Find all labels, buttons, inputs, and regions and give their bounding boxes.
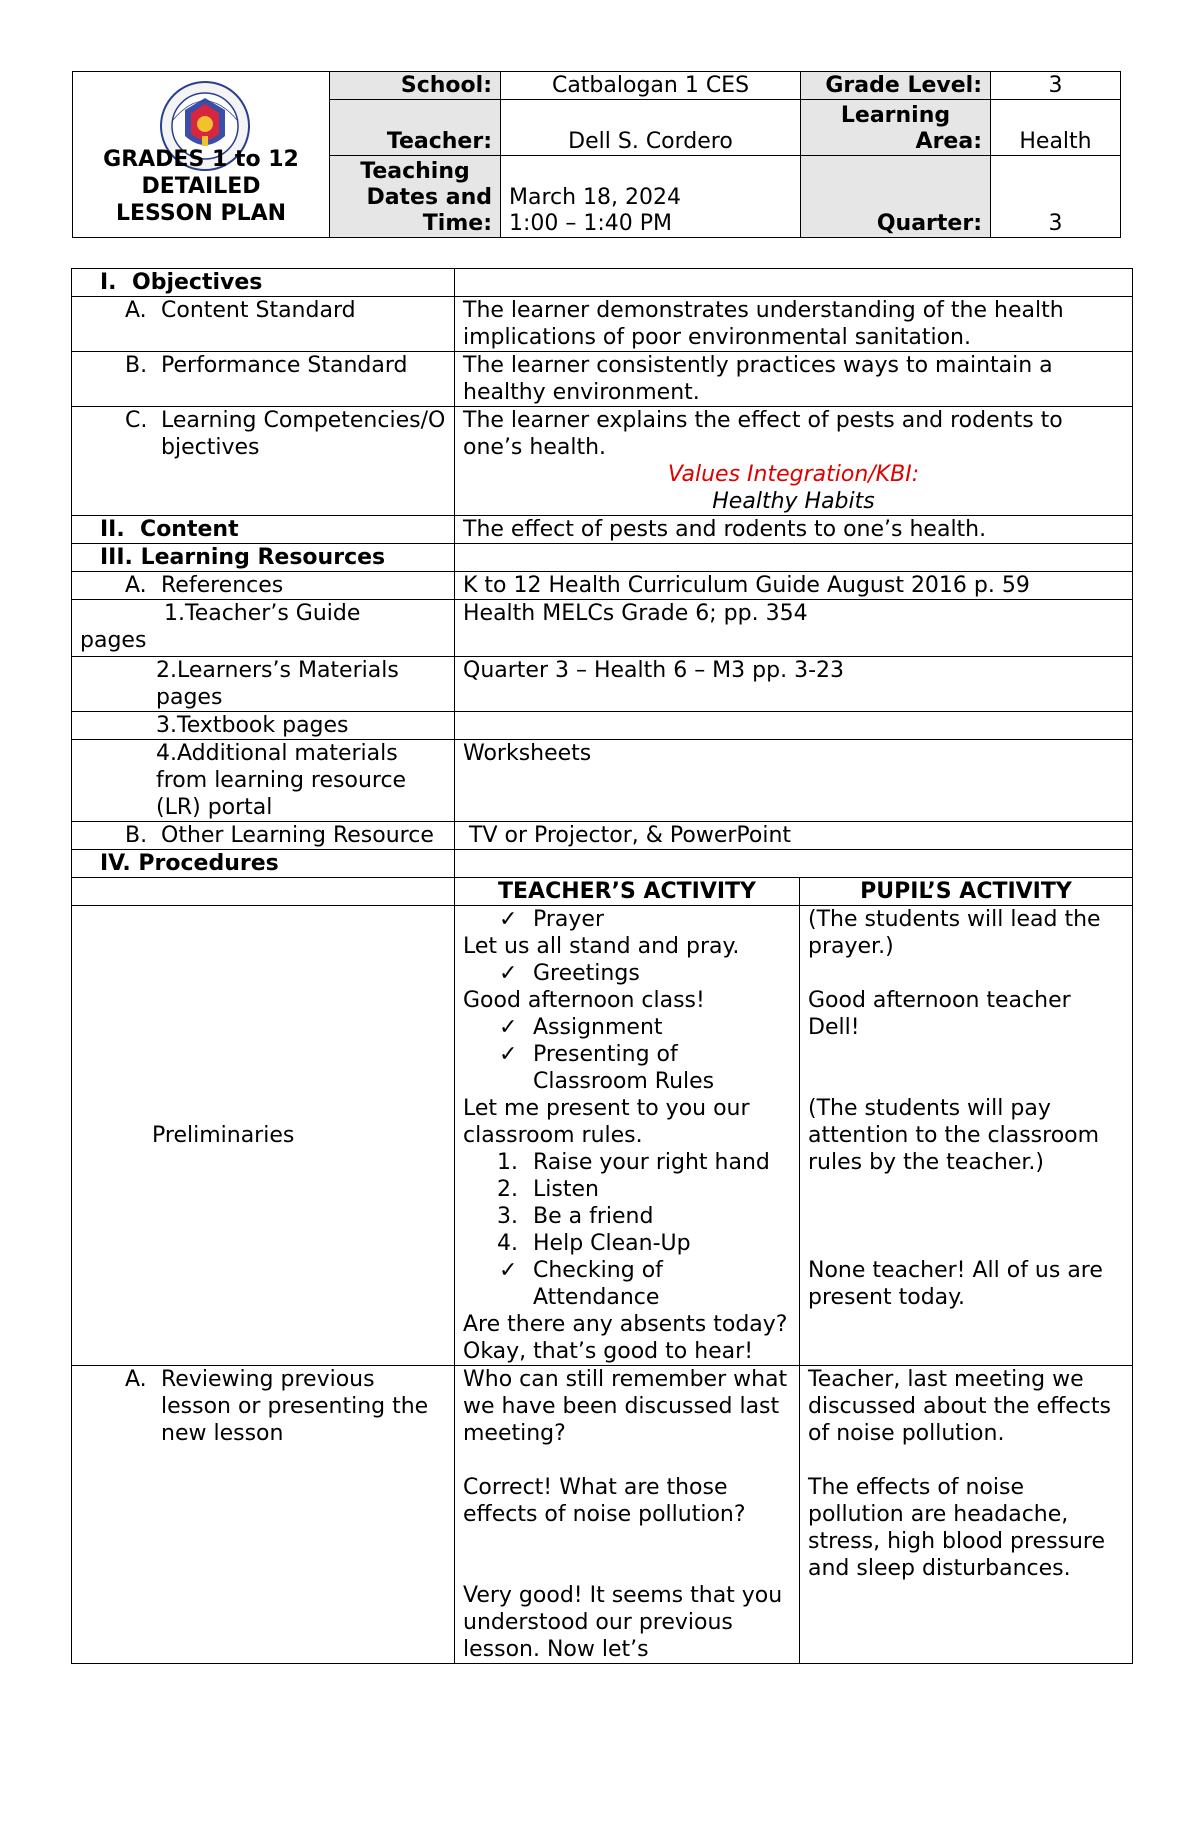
dates-label-line: Teaching xyxy=(360,159,470,184)
pupil-activity-header: PUPIL’S ACTIVITY xyxy=(800,878,1133,906)
pupil-response: None teacher! All of us are present today. xyxy=(808,1258,1103,1310)
objectives-heading-text: Objectives xyxy=(132,270,263,295)
preliminaries-row xyxy=(72,906,1133,1366)
pupil-response: The effects of noise pollution are headache, stress, high blood pressure and sleep disturbances. xyxy=(808,1475,1106,1581)
activity-item: Checking of Attendance xyxy=(533,1258,663,1310)
plan-title-line: GRADES 1 to 12 xyxy=(103,147,299,172)
pupil-response: (The students will pay attention to the classroom rules by the teacher.) xyxy=(808,1096,1100,1175)
plan-title xyxy=(73,146,329,227)
list-letter: C. xyxy=(125,408,148,433)
resources-heading-empty xyxy=(455,544,1133,572)
pupil-response: (The students will lead the prayer.) xyxy=(808,907,1101,959)
review-label xyxy=(72,1366,455,1664)
list-letter: B. xyxy=(125,823,148,848)
references-value: K to 12 Health Curriculum Guide August 2016 p. 59 xyxy=(455,572,1133,600)
additional-materials-row xyxy=(72,740,1133,822)
rule-number: 3. xyxy=(497,1204,518,1229)
textbook-row xyxy=(72,712,1133,740)
references-label-text: References xyxy=(161,573,284,598)
activity-header-empty xyxy=(72,878,455,906)
dates-label-line: Dates and xyxy=(366,185,492,210)
rule-text: Be a friend xyxy=(533,1204,654,1229)
rule-text: Listen xyxy=(533,1177,599,1202)
procedures-heading-row xyxy=(72,850,1133,878)
other-resources-label-text: Other Learning Resource xyxy=(161,823,434,848)
header-table xyxy=(72,71,1121,238)
content-row xyxy=(72,516,1133,544)
activity-item: Prayer xyxy=(533,907,605,932)
competencies-label-text: Learning Competencies/Objectives xyxy=(161,408,446,460)
plan-title-line: DETAILED xyxy=(141,174,261,199)
other-resources-label xyxy=(72,822,455,850)
competencies-text: The learner explains the effect of pests and rodents to one’s health. xyxy=(463,408,1063,460)
procedures-heading-empty xyxy=(455,850,1133,878)
teacher-label: Teacher: xyxy=(330,100,501,156)
objectives-heading-row xyxy=(72,269,1133,297)
learners-materials-value: Quarter 3 – Health 6 – M3 pp. 3-23 xyxy=(455,657,1133,712)
plan-title-line: LESSON PLAN xyxy=(115,201,287,226)
values-integration-label: Values Integration/KBI: xyxy=(667,462,920,487)
objectives-heading-empty xyxy=(455,269,1133,297)
content-standard-row xyxy=(72,297,1133,352)
activity-text: Who can still remember what we have been discussed last meeting? xyxy=(463,1367,788,1446)
teachers-guide-row xyxy=(72,600,1133,657)
content-standard-value: The learner demonstrates understanding of the health implications of poor environmental sanitation. xyxy=(455,297,1133,352)
dates-label xyxy=(330,156,501,238)
pupil-response: Teacher, last meeting we discussed about the effects of noise pollution. xyxy=(808,1367,1111,1446)
activity-text: Very good! It seems that you understood our previous lesson. Now let’s xyxy=(463,1583,783,1662)
competencies-row xyxy=(72,407,1133,516)
teachers-guide-label xyxy=(72,600,455,657)
dates-value xyxy=(501,156,801,238)
performance-standard-value: The learner consistently practices ways to maintain a healthy environment. xyxy=(455,352,1133,407)
checkmark-icon: ✓ xyxy=(499,961,518,986)
dates-label-line: Time: xyxy=(422,211,492,236)
list-letter: A. xyxy=(125,298,147,323)
date-value: March 18, 2024 xyxy=(509,185,682,210)
references-label xyxy=(72,572,455,600)
checkmark-icon: ✓ xyxy=(499,1015,518,1040)
content-standard-label xyxy=(72,297,455,352)
content-heading: II. Content xyxy=(72,516,455,544)
activity-text: Good afternoon class! xyxy=(463,988,705,1013)
values-integration-value: Healthy Habits xyxy=(712,489,875,514)
performance-standard-row xyxy=(72,352,1133,407)
references-row xyxy=(72,572,1133,600)
logo-title-cell xyxy=(73,72,330,238)
activity-text: Let me present to you our classroom rules. xyxy=(463,1096,750,1148)
teachers-guide-label-line: pages xyxy=(80,628,147,653)
teacher-value: Dell S. Cordero xyxy=(501,100,801,156)
objectives-heading-num: I. xyxy=(100,270,117,295)
pupil-response: Good afternoon teacher Dell! xyxy=(808,988,1071,1040)
learning-area-label-line: Learning xyxy=(840,103,951,128)
procedures-heading: IV. Procedures xyxy=(72,850,455,878)
learners-materials-row xyxy=(72,657,1133,712)
preliminaries-pupil xyxy=(800,906,1133,1366)
rule-text: Raise your right hand xyxy=(533,1150,770,1175)
content-standard-label-text: Content Standard xyxy=(161,298,356,323)
learning-area-label-line: Area: xyxy=(915,129,982,154)
competencies-label xyxy=(72,407,455,516)
list-letter: A. xyxy=(125,1367,147,1392)
lesson-plan-table xyxy=(71,268,1133,1664)
learning-area-label xyxy=(801,100,991,156)
review-pupil xyxy=(800,1366,1133,1664)
checkmark-icon: ✓ xyxy=(499,907,518,932)
other-resources-row xyxy=(72,822,1133,850)
teachers-guide-label-line: 1.Teacher’s Guide xyxy=(164,601,361,626)
review-teacher xyxy=(455,1366,800,1664)
rule-number: 4. xyxy=(497,1231,518,1256)
grade-level-value: 3 xyxy=(991,72,1121,100)
quarter-label: Quarter: xyxy=(801,156,991,238)
quarter-value: 3 xyxy=(991,156,1121,238)
performance-standard-label xyxy=(72,352,455,407)
activity-item: Assignment xyxy=(533,1015,663,1040)
time-value: 1:00 – 1:40 PM xyxy=(509,211,673,236)
textbook-value xyxy=(455,712,1133,740)
textbook-label: 3.Textbook pages xyxy=(72,712,455,740)
resources-heading: III. Learning Resources xyxy=(72,544,455,572)
activity-item: Greetings xyxy=(533,961,640,986)
activity-text: Correct! What are those effects of noise pollution? xyxy=(463,1475,746,1527)
teachers-guide-value: Health MELCs Grade 6; pp. 354 xyxy=(455,600,1133,657)
content-value: The effect of pests and rodents to one’s health. xyxy=(455,516,1133,544)
learning-area-value: Health xyxy=(991,100,1121,156)
performance-standard-label-text: Performance Standard xyxy=(161,353,408,378)
activity-item: Presenting of Classroom Rules xyxy=(533,1042,715,1094)
school-label: School: xyxy=(330,72,501,100)
activity-header-row xyxy=(72,878,1133,906)
preliminaries-teacher xyxy=(455,906,800,1366)
checkmark-icon: ✓ xyxy=(499,1042,518,1067)
rule-text: Help Clean-Up xyxy=(533,1231,691,1256)
competencies-value xyxy=(455,407,1133,516)
objectives-heading xyxy=(72,269,455,297)
resources-heading-row xyxy=(72,544,1133,572)
activity-text: Let us all stand and pray. xyxy=(463,934,740,959)
additional-materials-label: 4.Additional materials from learning resource (LR) portal xyxy=(72,740,455,822)
checkmark-icon: ✓ xyxy=(499,1258,518,1283)
rule-number: 2. xyxy=(497,1177,518,1202)
grade-level-label: Grade Level: xyxy=(801,72,991,100)
additional-materials-value: Worksheets xyxy=(455,740,1133,822)
preliminaries-label: Preliminaries xyxy=(72,906,455,1366)
rule-number: 1. xyxy=(497,1150,518,1175)
list-letter: B. xyxy=(125,353,148,378)
school-value: Catbalogan 1 CES xyxy=(501,72,801,100)
list-letter: A. xyxy=(125,573,147,598)
review-label-text: Reviewing previous lesson or presenting the new lesson xyxy=(161,1367,429,1446)
review-row xyxy=(72,1366,1133,1664)
learners-materials-label: 2.Learners’s Materials pages xyxy=(72,657,455,712)
teacher-activity-header: TEACHER’S ACTIVITY xyxy=(455,878,800,906)
other-resources-value: TV or Projector, & PowerPoint xyxy=(455,822,1133,850)
activity-text: Okay, that’s good to hear! xyxy=(463,1339,754,1364)
activity-text: Are there any absents today? xyxy=(463,1312,788,1337)
